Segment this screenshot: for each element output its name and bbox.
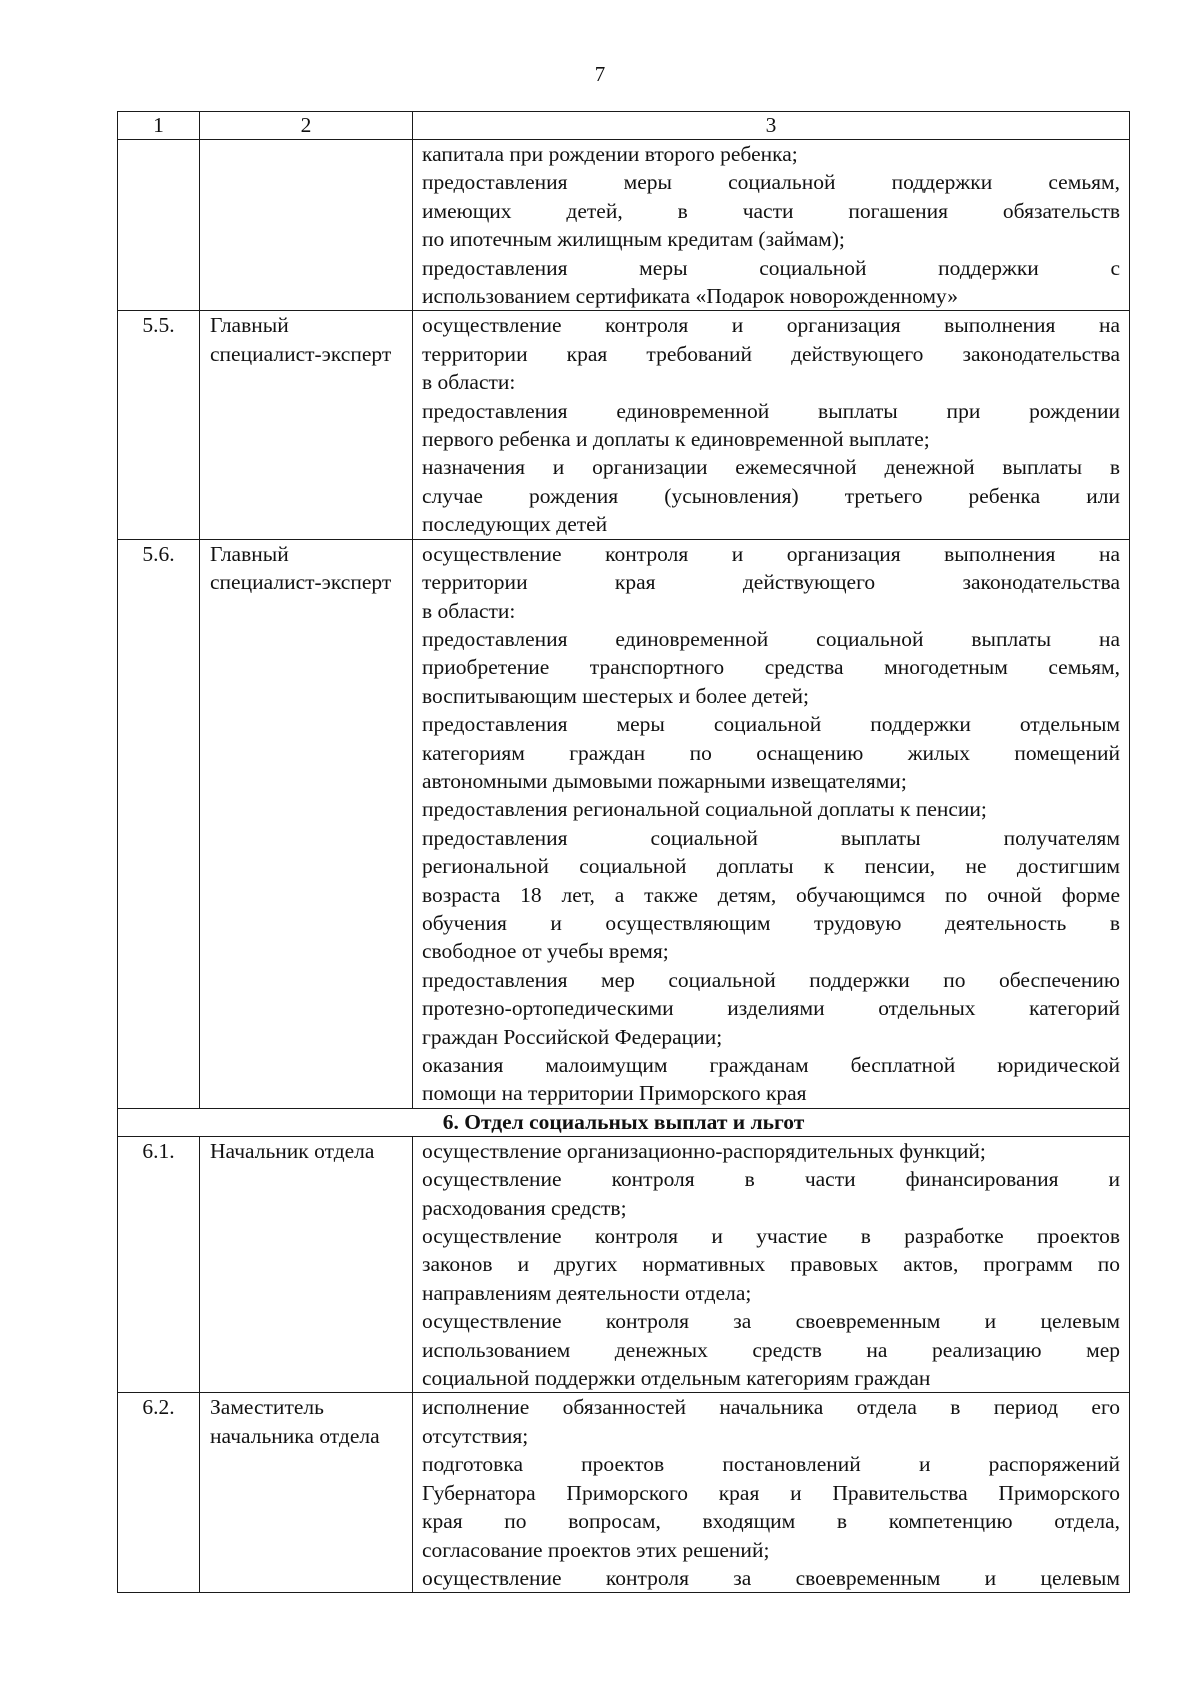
position-title-line: начальника отдела	[210, 1423, 380, 1448]
position-cell	[200, 1136, 413, 1393]
duty-text-line: осуществление контроля и организация выполнения на	[422, 541, 1120, 566]
position-title-line: Главный	[210, 313, 289, 338]
duty-text-line: в области:	[422, 370, 516, 395]
position-cell	[200, 539, 413, 1108]
duty-text-line: осуществление контроля и участие в разработке проектов	[422, 1224, 1120, 1249]
table-header-row	[118, 112, 1130, 140]
row-number: 6.2.	[118, 1393, 200, 1593]
position-title-line: специалист-эксперт	[210, 341, 392, 366]
position-title-line: Главный	[210, 541, 289, 566]
duty-text-line: оказания малоимущим гражданам бесплатной юридической	[422, 1053, 1120, 1077]
duty-text-line: предоставления единовременной выплаты при рождении	[422, 398, 1120, 423]
duty-text-line: осуществление контроля и организация выполнения на	[422, 313, 1120, 338]
duty-text-line: использованием сертификата «Подарок новорожденному»	[422, 284, 958, 309]
duty-text-line: первого ребенка и доплаты к единовременной выплате;	[422, 427, 930, 452]
header-col-1: 1	[118, 112, 200, 140]
duty-text-line: в области:	[422, 598, 516, 623]
duty-text-line: осуществление контроля за своевременным и целевым	[422, 1309, 1120, 1334]
duty-text-line: помощи на территории Приморского края	[422, 1081, 807, 1106]
table-row	[118, 539, 1130, 1108]
duty-text-line: предоставления региональной социальной доплаты к пенсии;	[422, 797, 987, 822]
duty-text-line: осуществление контроля в части финансирования и	[422, 1167, 1120, 1192]
duty-text-line: капитала при рождении второго ребенка;	[422, 142, 798, 166]
duty-text-line: случае рождения (усыновления) третьего ребенка или	[422, 483, 1120, 508]
duty-text-line: свободное от учебы время;	[422, 939, 669, 964]
duty-text-line: протезно-ортопедическими изделиями отдельных категорий	[422, 996, 1120, 1021]
duty-text-line: предоставления меры социальной поддержки отдельным	[422, 712, 1120, 737]
duty-text-line: предоставления мер социальной поддержки по обеспечению	[422, 967, 1120, 992]
duty-text-line: предоставления единовременной социальной выплаты на	[422, 626, 1120, 651]
duty-text-line: направлениям деятельности отдела;	[422, 1280, 752, 1305]
position-title-line: Начальник отдела	[210, 1138, 375, 1163]
duty-text-line: автономными дымовыми пожарными извещателями;	[422, 768, 907, 793]
duty-text-line: законов и других нормативных правовых актов, программ по	[422, 1252, 1120, 1277]
duty-text-line: согласование проектов этих решений;	[422, 1537, 770, 1562]
position-cell	[200, 140, 413, 311]
duty-text-line: предоставления меры социальной поддержки семьям,	[422, 170, 1120, 195]
row-number: 5.6.	[118, 539, 200, 1108]
duty-text-line: категориям граждан по оснащению жилых помещений	[422, 740, 1120, 765]
row-number: 5.5.	[118, 311, 200, 539]
position-title-line: Заместитель	[210, 1395, 324, 1420]
position-cell	[200, 1393, 413, 1593]
table-row	[118, 1136, 1130, 1393]
duty-text-line: расходования средств;	[422, 1195, 627, 1220]
duty-text-line: социальной поддержки отдельным категориям граждан	[422, 1366, 931, 1391]
duty-text-line: территории края действующего законодательства	[422, 570, 1120, 595]
position-title-line: специалист-эксперт	[210, 570, 392, 595]
section-title: 6. Отдел социальных выплат и льгот	[118, 1108, 1130, 1136]
duties-cell	[413, 140, 1130, 311]
duties-cell	[413, 311, 1130, 539]
duty-text-line: по ипотечным жилищным кредитам (займам);	[422, 227, 845, 252]
duty-text-line: Губернатора Приморского края и Правительства Приморского	[422, 1480, 1120, 1505]
duty-text-line: исполнение обязанностей начальника отдела в период его	[422, 1395, 1120, 1420]
duty-text-line: имеющих детей, в части погашения обязательств	[422, 198, 1120, 223]
duty-text-line: территории края требований действующего законодательства	[422, 341, 1120, 366]
duty-text-line: последующих детей	[422, 512, 608, 537]
table-row	[118, 311, 1130, 539]
header-col-3: 3	[413, 112, 1130, 140]
duty-text-line: осуществление контроля за своевременным и целевым	[422, 1565, 1120, 1590]
duty-text-line: отсутствия;	[422, 1423, 529, 1448]
duties-cell	[413, 539, 1130, 1108]
duty-text-line: края по вопросам, входящим в компетенцию отдела,	[422, 1509, 1120, 1534]
duties-cell	[413, 1393, 1130, 1593]
duty-text-line: обучения и осуществляющим трудовую деятельность в	[422, 910, 1120, 935]
position-cell	[200, 311, 413, 539]
page-number: 7	[594, 62, 606, 86]
duty-text-line: использованием денежных средств на реализацию мер	[422, 1337, 1120, 1362]
row-number	[118, 140, 200, 311]
duties-cell	[413, 1136, 1130, 1393]
duty-text-line: воспитывающим шестерых и более детей;	[422, 683, 810, 708]
section-header-row	[118, 1108, 1130, 1136]
table-row-continuation	[118, 140, 1130, 311]
duty-text-line: граждан Российской Федерации;	[422, 1024, 723, 1049]
duty-text-line: приобретение транспортного средства многодетным семьям,	[422, 655, 1120, 680]
duty-text-line: назначения и организации ежемесячной денежной выплаты в	[422, 455, 1120, 480]
duty-text-line: предоставления меры социальной поддержки с	[422, 255, 1120, 280]
staff-duties-table	[117, 111, 1130, 1593]
row-number: 6.1.	[118, 1136, 200, 1393]
duty-text-line: региональной социальной доплаты к пенсии, не достигшим	[422, 854, 1120, 879]
table-row	[118, 1393, 1130, 1593]
header-col-2: 2	[200, 112, 413, 140]
duty-text-line: осуществление организационно-распорядительных функций;	[422, 1138, 986, 1163]
duty-text-line: предоставления социальной выплаты получателям	[422, 825, 1120, 850]
duty-text-line: возраста 18 лет, а также детям, обучающимся по очной форме	[422, 882, 1120, 907]
duty-text-line: подготовка проектов постановлений и распоряжений	[422, 1452, 1120, 1477]
